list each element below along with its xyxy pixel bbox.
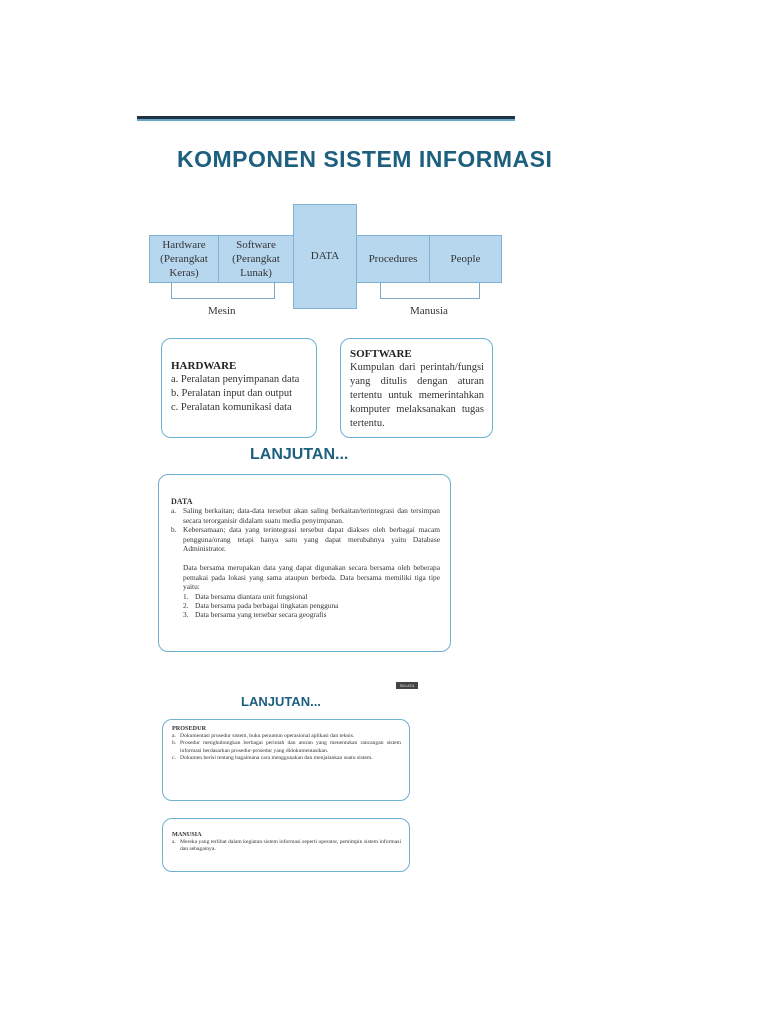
hardware-heading: HARDWARE: [171, 360, 237, 372]
prosedur-box: [162, 719, 410, 801]
component-hardware: Hardware (Perangkat Keras): [149, 235, 219, 283]
software-description: Kumpulan dari perintah/fungsi yang ditulis dengan aturan tertentu untuk memerintahkan komputer melaksanakan tugas tertentu.: [350, 362, 484, 429]
item-text: Data bersama diantara unit fungsional: [195, 591, 308, 601]
hardware-item: c. Peralatan komunikasi data: [171, 402, 292, 413]
slide-lanjutan-data: [150, 444, 464, 656]
mesin-bracket: [171, 283, 275, 299]
item-text: Prosedur menghubungkan berbagai perintah dan aturan yang menentukan rancangan sistem informasi berdasarkan prosedur-prosedur yang didokumentasikan.: [180, 740, 401, 754]
item-text: Kebersamaan; data yang terintegrasi tersebut dapat diakses oleh berbagai macam pengguna/orang tetapi hanya satu yang dapat merubahnya yaitu Database Administrator.: [183, 525, 440, 554]
group-label-manusia: Manusia: [410, 305, 448, 317]
item-marker: b.: [171, 525, 177, 535]
list-item: [172, 839, 401, 854]
manusia-heading: MANUSIA: [172, 831, 202, 838]
slide-komponen: [137, 116, 553, 444]
item-text: Saling berkaitan; data-data tersebut akan saling berkaitan/terintegrasi dan tersimpan secara terorganisir didalam suatu media penyimpanan.: [183, 506, 440, 525]
slide-top-accent: [137, 119, 515, 121]
item-marker: b.: [172, 740, 177, 747]
item-marker: a.: [172, 732, 176, 739]
software-box: [340, 338, 493, 438]
item-marker: a.: [172, 838, 176, 845]
item-marker: a.: [171, 506, 177, 516]
manusia-box: [162, 818, 410, 872]
hardware-list: [171, 373, 308, 415]
component-software: Software (Perangkat Lunak): [218, 235, 294, 283]
item-marker: c.: [172, 755, 176, 762]
list-item: [172, 755, 401, 763]
component-procedures: Procedures: [356, 235, 430, 283]
list-item: [171, 506, 440, 525]
component-people: People: [429, 235, 502, 283]
slide-title: LANJUTAN...: [250, 446, 349, 463]
group-label-mesin: Mesin: [208, 305, 236, 317]
data-box: [158, 474, 451, 652]
data-paragraph: Data bersama merupakan data yang dapat digunakan secara bersama oleh beberapa pemakai pada lokasi yang sama ataupun berbeda. Data bersama memiliki tiga tipe yaitu:: [183, 563, 440, 592]
item-text: Data bersama pada berbagai tingkatan pengguna: [195, 601, 339, 611]
manusia-bracket: [380, 283, 480, 299]
list-item: [171, 525, 440, 553]
slide-title: LANJUTAN...: [241, 694, 321, 709]
item-text: Data bersama yang tersebar secara geografis: [195, 610, 327, 620]
data-heading: DATA: [171, 497, 193, 506]
item-text: Dokumentasi prosedur sistem, buku penuntun operasional aplikasi dan teknis.: [180, 732, 355, 739]
slide-lanjutan-prosedur: [145, 680, 422, 876]
list-item: [183, 592, 440, 601]
software-heading: SOFTWARE: [350, 348, 412, 360]
list-item: [183, 601, 440, 610]
hardware-box: [161, 338, 317, 438]
slide-title: KOMPONEN SISTEM INFORMASI: [177, 146, 553, 172]
slide-tag: SM-ATA: [396, 682, 418, 689]
hardware-item: b. Peralatan input dan output: [171, 388, 293, 399]
component-data: DATA: [293, 204, 357, 309]
item-marker: 3.: [183, 610, 189, 620]
hardware-item: a. Peralatan penyimpanan data: [171, 374, 300, 385]
numbered-list: [183, 592, 440, 620]
item-marker: 2.: [183, 601, 189, 611]
item-text: Dokumen berisi tentang bagaimana cara menggunakan dan menjalankan suatu sistem.: [180, 755, 373, 762]
item-marker: 1.: [183, 591, 189, 601]
item-text: Mereka yang terlibat dalam kegiatan sistem informasi seperti operator, pemimpin sistem informasi dan sebagainya.: [180, 838, 401, 853]
list-item: [172, 733, 401, 741]
list-item: [183, 610, 440, 619]
list-item: [172, 740, 401, 755]
prosedur-heading: PROSEDUR: [172, 725, 207, 732]
